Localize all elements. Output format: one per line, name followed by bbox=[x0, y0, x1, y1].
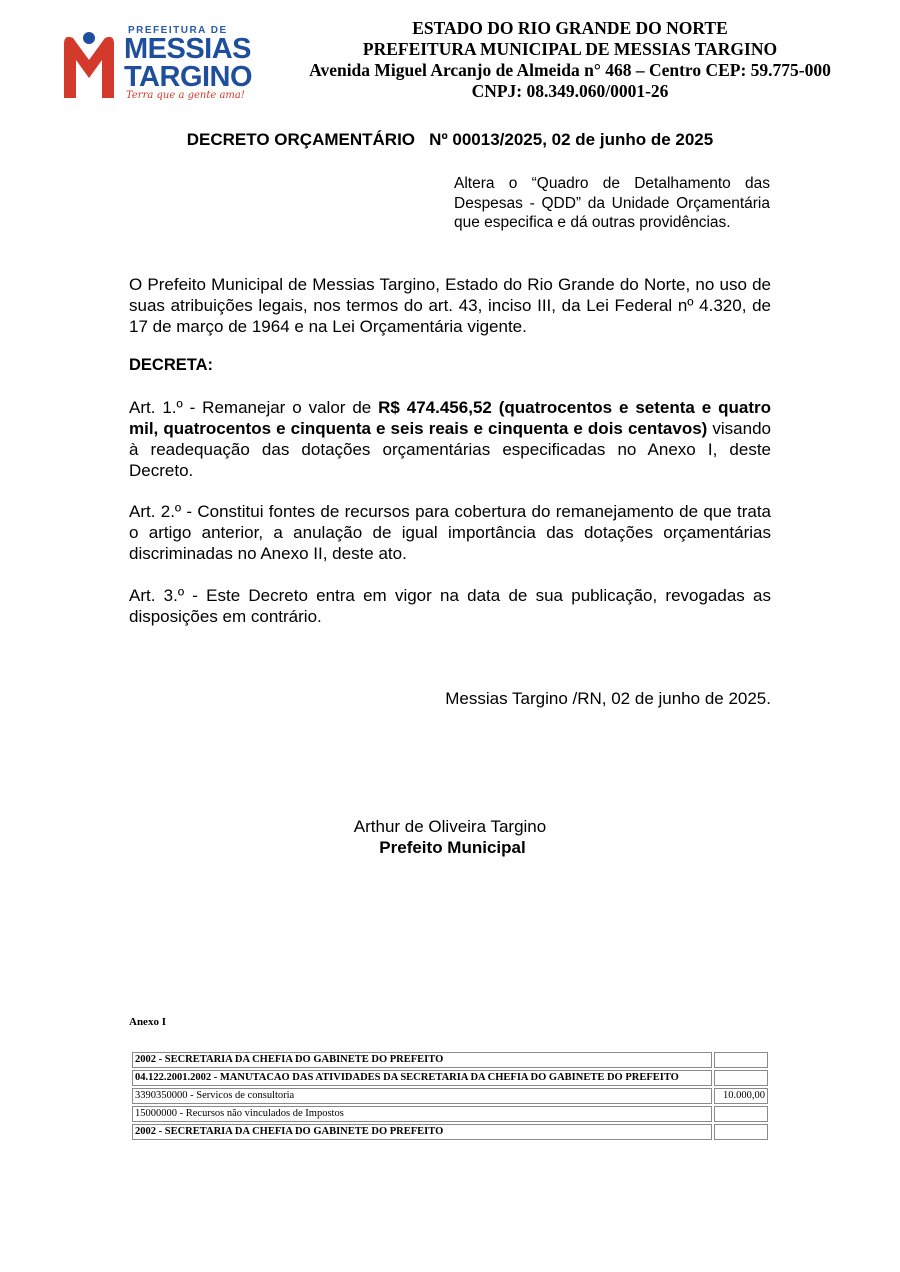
article-2: Art. 2.º - Constitui fontes de recursos para cobertura do remanejamento de que trata o artigo anterior, a anulação de igual importância das dotações orçamentárias discriminadas no Anexo II, deste ato. bbox=[129, 502, 771, 563]
header-address: Avenida Miguel Arcanjo de Almeida n° 468 – Centro CEP: 59.775-000 bbox=[309, 60, 831, 80]
table-row bbox=[132, 1124, 768, 1140]
table-cell-description: 2002 - SECRETARIA DA CHEFIA DO GABINETE DO PREFEITO bbox=[132, 1124, 712, 1140]
header-cnpj: CNPJ: 08.349.060/0001-26 bbox=[471, 81, 669, 101]
logo-m-icon bbox=[58, 30, 120, 100]
table-cell-value bbox=[714, 1124, 768, 1140]
table-cell-value: 10.000,00 bbox=[714, 1088, 768, 1104]
decree-title: DECRETO ORÇAMENTÁRIO Nº 00013/2025, 02 de junho de 2025 bbox=[186, 130, 714, 149]
table-row bbox=[132, 1106, 768, 1122]
signatory-name: Arthur de Oliveira Targino bbox=[353, 817, 547, 836]
table-cell-value bbox=[714, 1106, 768, 1122]
letterhead bbox=[290, 18, 850, 102]
logo-slogan: Terra que a gente ama! bbox=[126, 90, 245, 101]
article-1-prefix: Art. 1.º - Remanejar o valor de bbox=[129, 398, 379, 417]
table-cell-description: 04.122.2001.2002 - MANUTACAO DAS ATIVIDADES DA SECRETARIA DA CHEFIA DO GABINETE DO PREFEITO bbox=[132, 1070, 712, 1086]
header-prefecture: PREFEITURA MUNICIPAL DE MESSIAS TARGINO bbox=[362, 39, 778, 59]
table-row bbox=[132, 1088, 768, 1104]
article-1 bbox=[129, 397, 771, 481]
logo-name-line2: TARGINO bbox=[124, 61, 253, 93]
logo-name-line1: MESSIAS bbox=[124, 33, 252, 65]
annex-table bbox=[130, 1050, 770, 1142]
table-row bbox=[132, 1070, 768, 1086]
logo-top-text: PREFEITURA DE bbox=[128, 25, 228, 36]
annex-label: Anexo I bbox=[129, 1016, 166, 1028]
article-1-amount: R$ 474.456,52 (quatrocentos e setenta e quatro mil, quatrocentos e cinquenta e seis reais e cinquenta e dois centavos) bbox=[129, 398, 771, 438]
preamble-paragraph: O Prefeito Municipal de Messias Targino, Estado do Rio Grande do Norte, no uso de suas atribuições legais, nos termos do art. 43, inciso III, da Lei Federal nº 4.320, de 17 de março de 1964 e na Lei Orçamentária vigente. bbox=[129, 275, 771, 336]
table-cell-description: 2002 - SECRETARIA DA CHEFIA DO GABINETE DO PREFEITO bbox=[132, 1052, 712, 1068]
table-cell-value bbox=[714, 1052, 768, 1068]
header-state: ESTADO DO RIO GRANDE DO NORTE bbox=[412, 18, 728, 38]
decree-summary: Altera o “Quadro de Detalhamento das Despesas - QDD” da Unidade Orçamentária que especifica e dá outras providências. bbox=[454, 175, 770, 231]
signatory-role: Prefeito Municipal bbox=[379, 838, 526, 857]
table-row bbox=[132, 1052, 768, 1068]
article-3: Art. 3.º - Este Decreto entra em vigor na data de sua publicação, revogadas as disposições em contrário. bbox=[129, 586, 771, 626]
table-cell-description: 3390350000 - Servicos de consultoria bbox=[132, 1088, 712, 1104]
table-cell-value bbox=[714, 1070, 768, 1086]
decreta-heading: DECRETA: bbox=[129, 356, 214, 374]
article-1-suffix: visando à readequação das dotações orçamentárias especificadas no Anexo I, deste Decreto. bbox=[129, 419, 772, 480]
municipality-logo bbox=[58, 22, 268, 112]
table-cell-description: 15000000 - Recursos não vinculados de Impostos bbox=[132, 1106, 712, 1122]
place-date: Messias Targino /RN, 02 de junho de 2025. bbox=[445, 689, 771, 708]
